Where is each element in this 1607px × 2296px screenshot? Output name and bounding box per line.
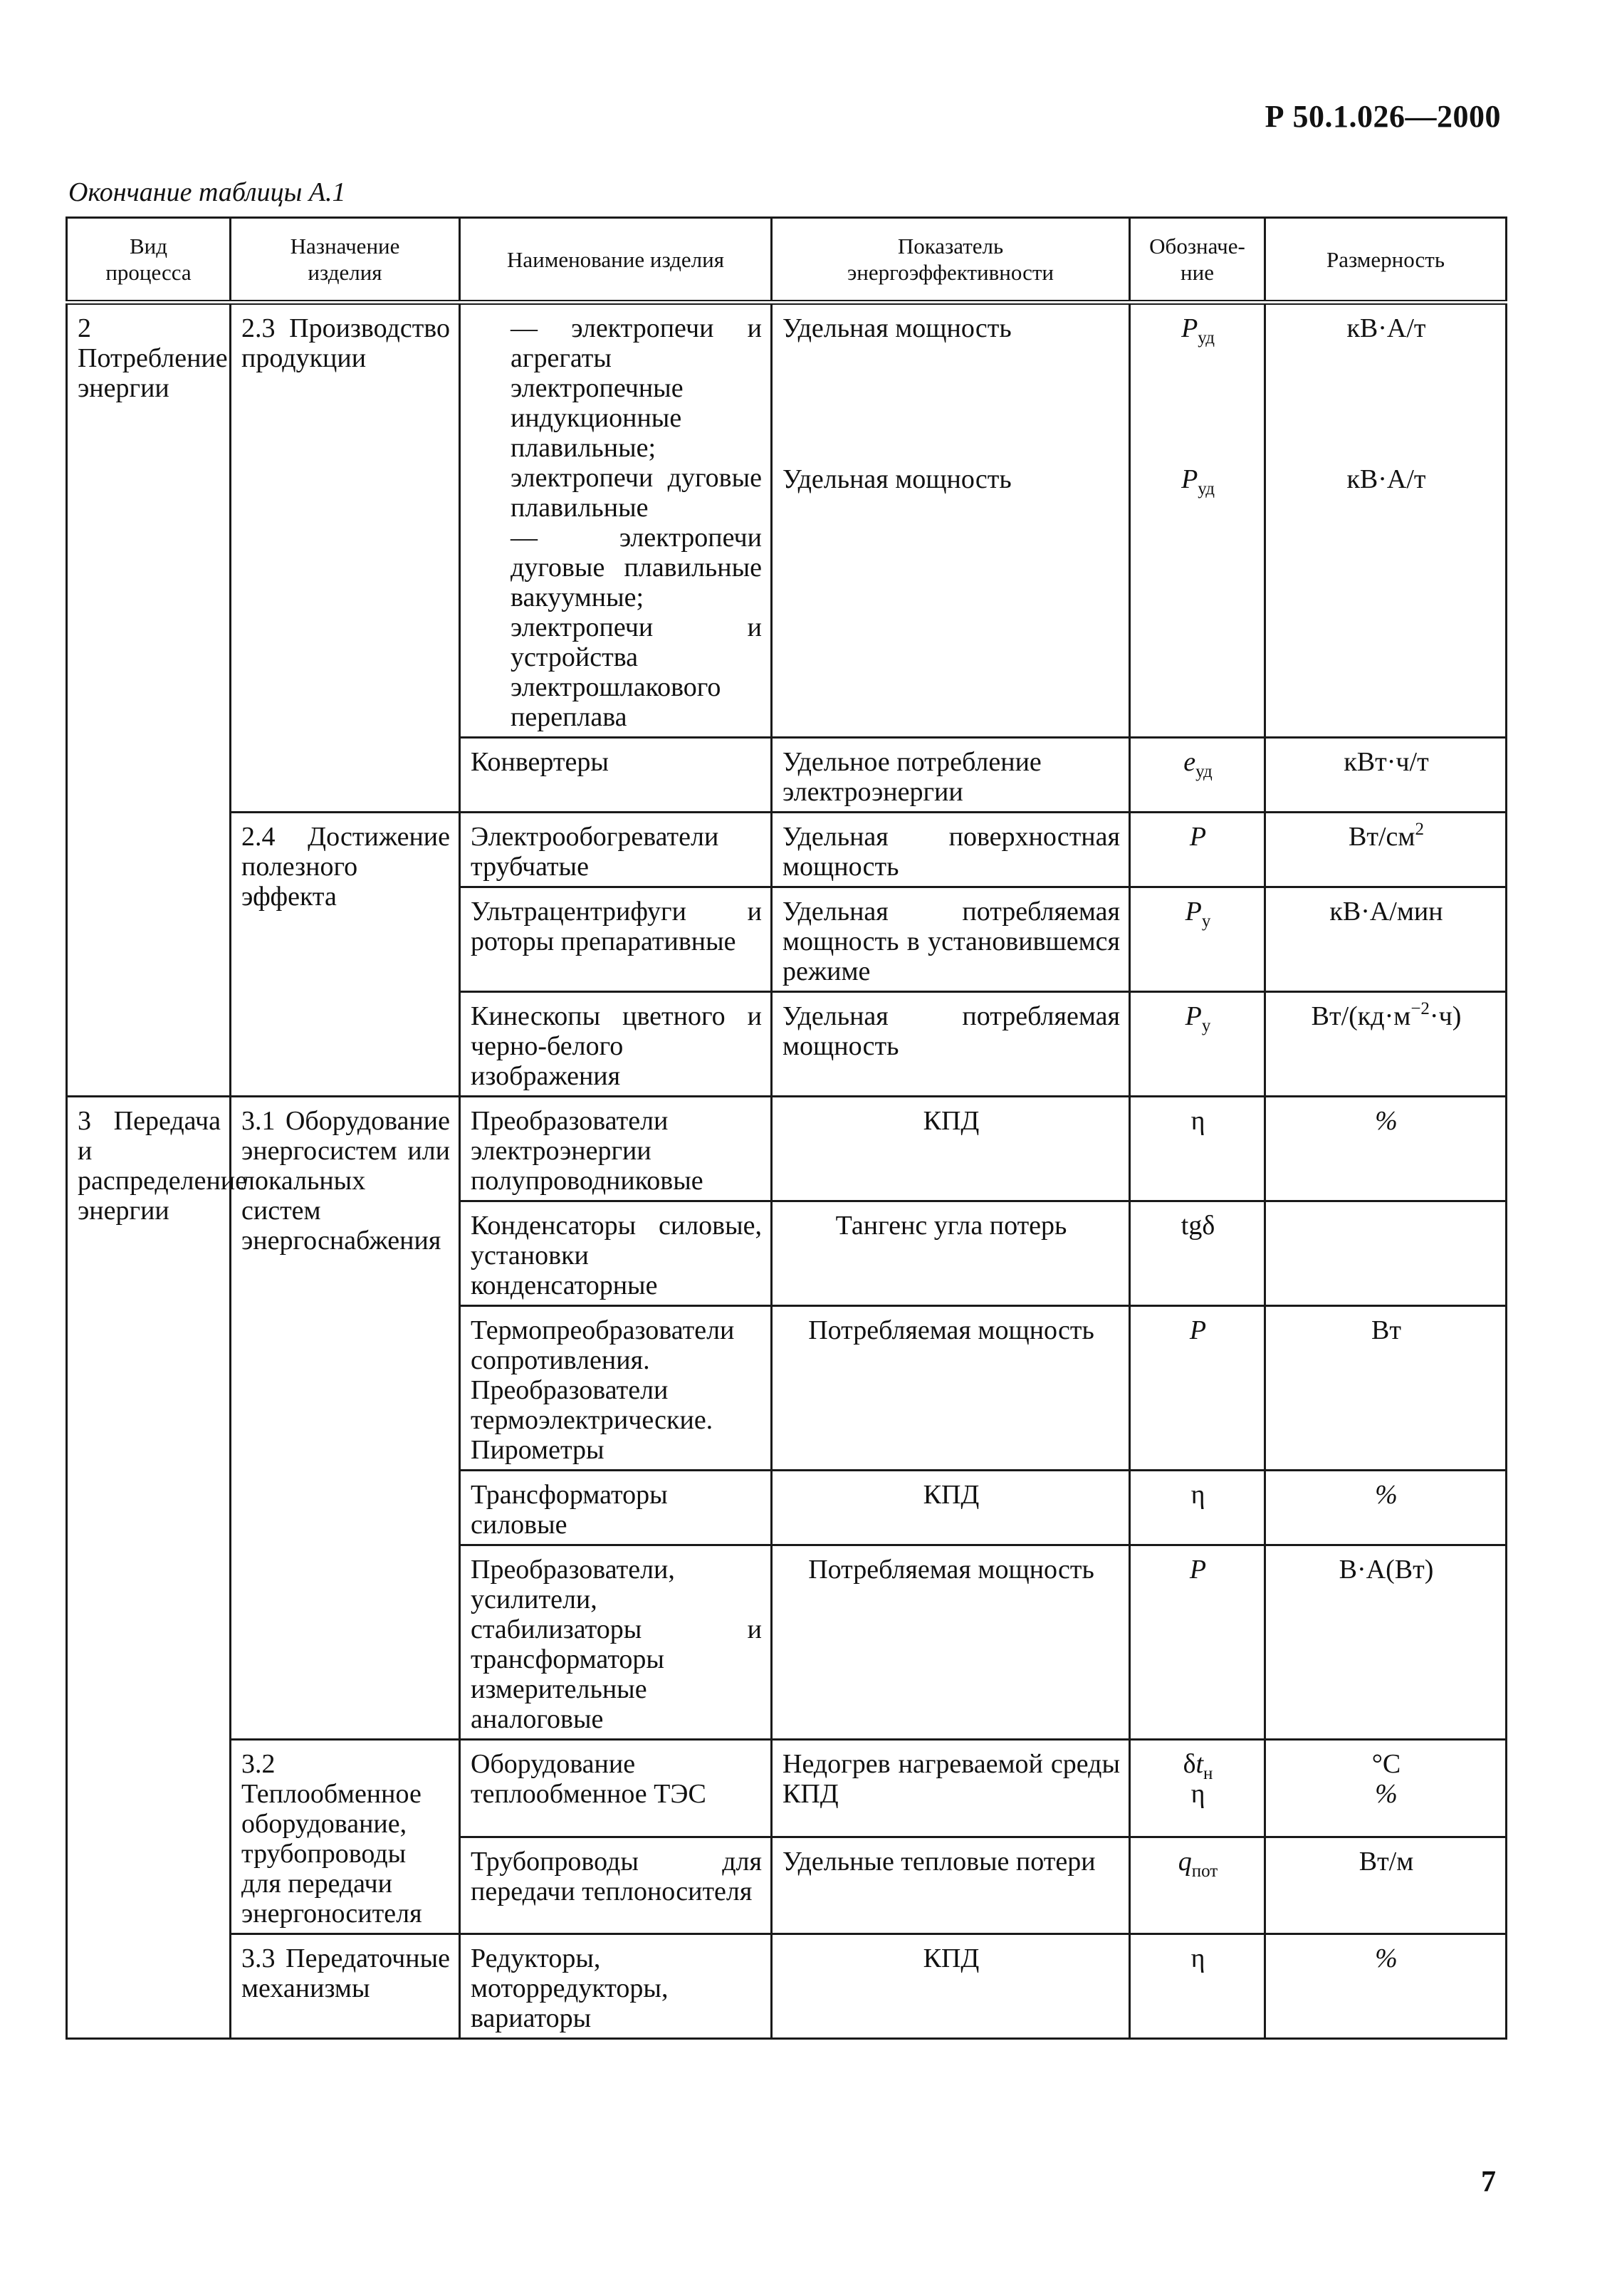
unit-cell: $Вт/(кд\cdot м^{-2}\cdot ч)$	[1265, 992, 1507, 1097]
indicator-cell: Удельная потребляемая мощность в установившемся режиме	[772, 887, 1130, 992]
column-header-unit: Размерность	[1265, 218, 1507, 303]
indicator-cell: Потребляемая мощность	[772, 1306, 1130, 1471]
indicator-cell: Потребляемая мощность	[772, 1545, 1130, 1740]
purpose-cell: 3.1 Оборудование энергосистем или локальных систем энергоснабжения	[231, 1097, 460, 1740]
purpose-cell: 3.2 Теплообменное оборудование, трубопроводы для передачи энергоносителя	[231, 1740, 460, 1934]
product-cell: Оборудование теплообменное ТЭС	[460, 1740, 772, 1837]
column-header-product: Наименование изделия	[460, 218, 772, 303]
symbol-cell: $q_{пот}$	[1130, 1837, 1265, 1934]
unit-cell: %	[1265, 1934, 1507, 2039]
unit-cell: кВ·А/мин	[1265, 887, 1507, 992]
symbol-cell: P	[1130, 1306, 1265, 1471]
purpose-cell: 3.3 Передаточные механизмы	[231, 1934, 460, 2039]
unit-cell: $Вт/см^2$	[1265, 813, 1507, 887]
table-row	[67, 1097, 1507, 1201]
process-group-cell: 2 Потребление энергии	[67, 303, 231, 1097]
unit-cell: %	[1265, 1471, 1507, 1545]
product-cell: Преобразователи, усилители, стабилизаторы и трансформаторы измерительные аналоговые	[460, 1545, 772, 1740]
indicator-cell: КПД	[772, 1097, 1130, 1201]
symbol-cell: $\delta t_н$ η	[1130, 1740, 1265, 1837]
column-header-indicator: Показатель энергоэффективности	[772, 218, 1130, 303]
indicator-cell: Удельная поверхностная мощность	[772, 813, 1130, 887]
unit-cell: Вт/м	[1265, 1837, 1507, 1934]
unit-cell: °С %	[1265, 1740, 1507, 1837]
indicator-cell: Тангенс угла потерь	[772, 1201, 1130, 1306]
unit-cell	[1265, 1201, 1507, 1306]
indicator-cell: Удельная потребляемая мощность	[772, 992, 1130, 1097]
page-number: 7	[1481, 2166, 1496, 2198]
purpose-cell: 2.3 Производство продукции	[231, 303, 460, 813]
product-cell: Конвертеры	[460, 738, 772, 813]
product-cell: Преобразователи электроэнергии полупроводниковые	[460, 1097, 772, 1201]
column-header-process: Вид процесса	[67, 218, 231, 303]
product-cell: Конденсаторы силовые, установки конденсаторные	[460, 1201, 772, 1306]
symbol-cell: P	[1130, 1545, 1265, 1740]
product-cell: — электропечи и агрегаты электропечные индукционные плавильные; электропечи дуговые плавильные — электропечи дуговые плавильные вакуумные; электропечи и устройства электрошлакового переплава	[460, 303, 772, 738]
table-header-row	[67, 218, 1507, 303]
purpose-cell: 2.4 Достижение полезного эффекта	[231, 813, 460, 1097]
product-cell: Трубопроводы для передачи теплоносителя	[460, 1837, 772, 1934]
product-cell: Кинескопы цветного и черно-белого изображения	[460, 992, 772, 1097]
product-cell: Термопреобразователи сопротивления. Преобразователи термоэлектрические. Пирометры	[460, 1306, 772, 1471]
product-cell: Трансформаторы силовые	[460, 1471, 772, 1545]
unit-cell: %	[1265, 1097, 1507, 1201]
indicator-cell: Удельная мощность Удельная мощность	[772, 303, 1130, 738]
indicator-cell: Недогрев нагреваемой среды КПД	[772, 1740, 1130, 1837]
process-group-cell: 3 Передача и распределение энергии	[67, 1097, 231, 2039]
product-cell: Электрообогреватели трубчатые	[460, 813, 772, 887]
table-row	[67, 303, 1507, 738]
indicator-cell: Удельные тепловые потери	[772, 1837, 1130, 1934]
indicator-cell: КПД	[772, 1471, 1130, 1545]
table-caption: Окончание таблицы А.1	[68, 177, 346, 207]
symbol-cell: $P_у$	[1130, 992, 1265, 1097]
column-header-purpose: Назначение изделия	[231, 218, 460, 303]
table-row	[67, 1740, 1507, 1837]
unit-cell: В·А(Вт)	[1265, 1545, 1507, 1740]
symbol-cell: tgδ	[1130, 1201, 1265, 1306]
table-row	[67, 1934, 1507, 2039]
symbol-cell: P	[1130, 813, 1265, 887]
indicators-table	[66, 216, 1507, 2040]
unit-cell: кВт·ч/т	[1265, 738, 1507, 813]
symbol-cell: $P_{уд}$ $P_{уд}$	[1130, 303, 1265, 738]
symbol-cell: η	[1130, 1471, 1265, 1545]
indicator-cell: КПД	[772, 1934, 1130, 2039]
symbol-cell: $P_у$	[1130, 887, 1265, 992]
document-code: Р 50.1.026—2000	[1265, 99, 1501, 134]
column-header-symbol: Обозначе- ние	[1130, 218, 1265, 303]
symbol-cell: η	[1130, 1097, 1265, 1201]
table-row	[67, 813, 1507, 887]
symbol-cell: $e_{уд}$	[1130, 738, 1265, 813]
indicator-cell: Удельное потребление электроэнергии	[772, 738, 1130, 813]
unit-cell: кВ·А/т кВ·А/т	[1265, 303, 1507, 738]
product-cell: Ультрацентрифуги и роторы препаративные	[460, 887, 772, 992]
product-cell: Редукторы, моторредукторы, вариаторы	[460, 1934, 772, 2039]
symbol-cell: η	[1130, 1934, 1265, 2039]
unit-cell: Вт	[1265, 1306, 1507, 1471]
